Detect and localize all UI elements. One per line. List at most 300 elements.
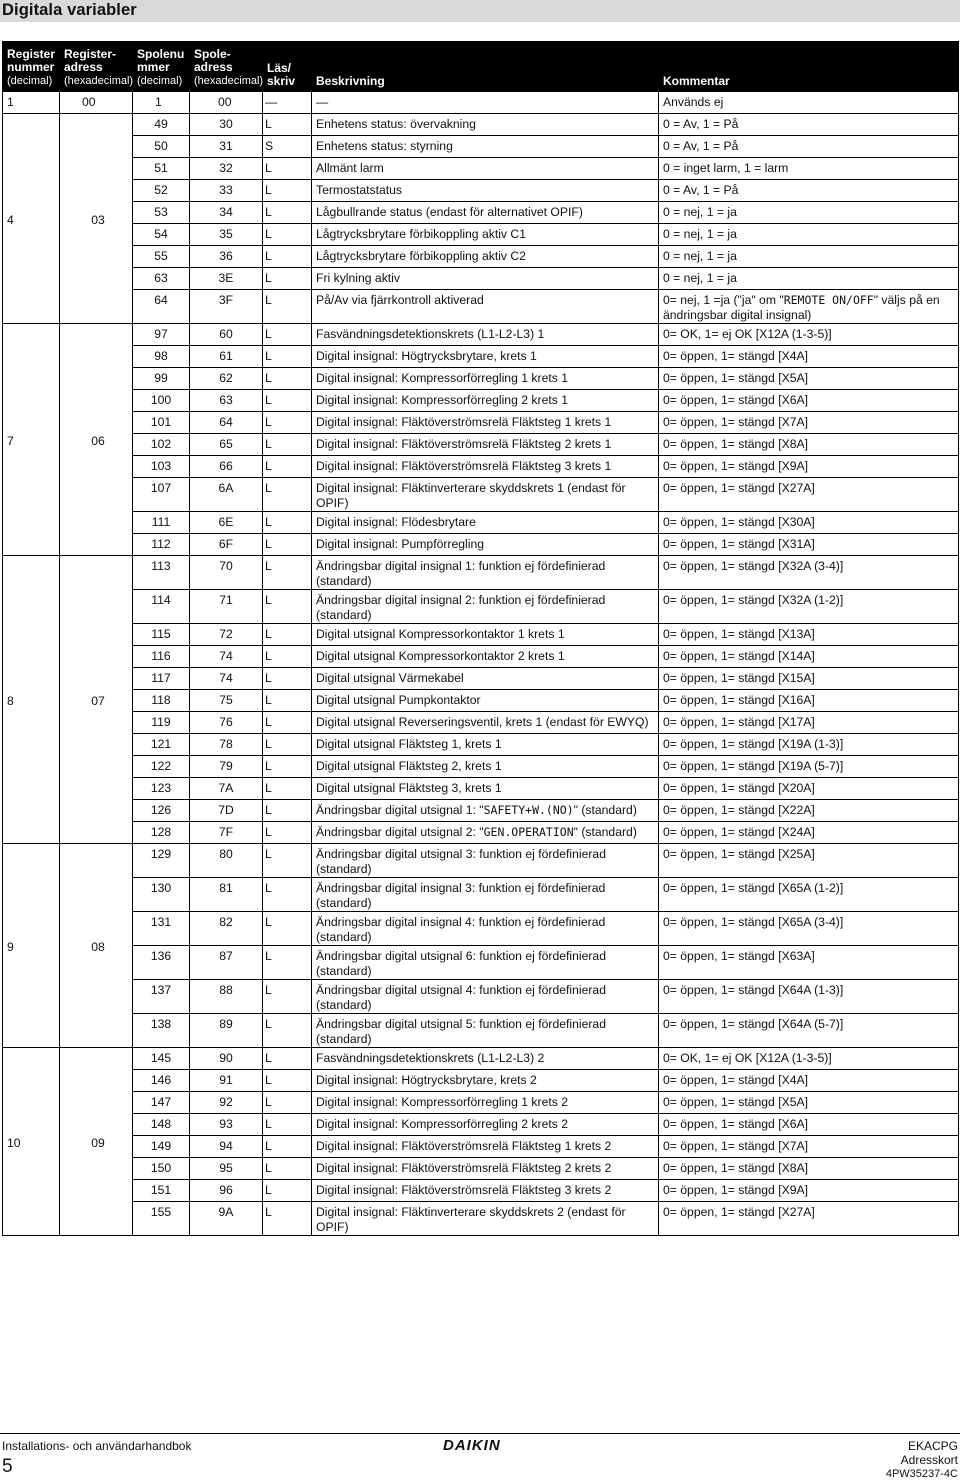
table-row: [3, 1158, 959, 1180]
cell-rw: L: [263, 158, 312, 180]
cell-description: Enhetens status: styrning: [312, 136, 659, 158]
cell-comment: 0= öppen, 1= stängd [X6A]: [659, 1114, 959, 1136]
cell-description: På/Av via fjärrkontroll aktiverad: [312, 290, 659, 324]
cell-coil-address: 6A: [190, 478, 263, 512]
cell-coil: 126: [133, 800, 190, 822]
cell-coil-address: 70: [190, 556, 263, 590]
footer-page-number: 5: [2, 1456, 13, 1477]
cell-description: Digital insignal: Fläktöverströmsrelä Fläktsteg 3 krets 2: [312, 1180, 659, 1202]
cell-rw: L: [263, 290, 312, 324]
title-bar: [0, 0, 960, 22]
cell-coil-address: 94: [190, 1136, 263, 1158]
cell-register-address: 09: [60, 1048, 133, 1236]
cell-rw: L: [263, 512, 312, 534]
cell-coil: 148: [133, 1114, 190, 1136]
table-row: [3, 624, 959, 646]
cell-comment: 0= öppen, 1= stängd [X8A]: [659, 434, 959, 456]
cell-coil-address: 92: [190, 1092, 263, 1114]
cell-rw: L: [263, 1048, 312, 1070]
cell-register-address: 06: [60, 324, 133, 556]
cell-coil-address: 80: [190, 844, 263, 878]
cell-rw: L: [263, 1202, 312, 1236]
header-description: Beskrivning: [312, 42, 659, 92]
cell-coil: 98: [133, 346, 190, 368]
cell-coil-address: 87: [190, 946, 263, 980]
cell-comment: 0= öppen, 1= stängd [X32A (3-4)]: [659, 556, 959, 590]
cell-coil-address: 7D: [190, 800, 263, 822]
table-row: [3, 1014, 959, 1048]
cell-coil-address: 34: [190, 202, 263, 224]
cell-rw: L: [263, 822, 312, 844]
table-row: [3, 1048, 959, 1070]
cell-coil-address: 63: [190, 390, 263, 412]
cell-coil: 100: [133, 390, 190, 412]
cell-coil: 123: [133, 778, 190, 800]
cell-comment: 0= öppen, 1= stängd [X31A]: [659, 534, 959, 556]
cell-description: Fasvändningsdetektionskrets (L1-L2-L3) 1: [312, 324, 659, 346]
cell-description: —: [312, 92, 659, 114]
cell-description: Digital utsignal Fläktsteg 2, krets 1: [312, 756, 659, 778]
cell-rw: L: [263, 734, 312, 756]
table-row: [3, 712, 959, 734]
cell-coil: 129: [133, 844, 190, 878]
description-text: " (standard): [573, 803, 637, 817]
description-text: " (standard): [573, 825, 637, 839]
cell-rw: L: [263, 246, 312, 268]
cell-coil: 54: [133, 224, 190, 246]
table-row: [3, 246, 959, 268]
table-row: [3, 412, 959, 434]
cell-coil-address: 91: [190, 1070, 263, 1092]
cell-coil-address: 6F: [190, 534, 263, 556]
footer-doc-number: 4PW35237-4C: [885, 1468, 958, 1480]
cell-description: Digital utsignal Kompressorkontaktor 1 krets 1: [312, 624, 659, 646]
cell-coil-address: 64: [190, 412, 263, 434]
cell-comment: 0 = inget larm, 1 = larm: [659, 158, 959, 180]
table-row: [3, 268, 959, 290]
cell-description: Ändringsbar digital insignal 4: funktion ej fördefinierad (standard): [312, 912, 659, 946]
cell-coil-address: 60: [190, 324, 263, 346]
cell-coil: 136: [133, 946, 190, 980]
cell-description: Digital utsignal Reverseringsventil, krets 1 (endast för EWYQ): [312, 712, 659, 734]
cell-register-address: 07: [60, 556, 133, 844]
cell-description: Fri kylning aktiv: [312, 268, 659, 290]
cell-description: Termostatstatus: [312, 180, 659, 202]
table-row: [3, 92, 959, 114]
cell-comment: 0= öppen, 1= stängd [X8A]: [659, 1158, 959, 1180]
cell-coil-address: 93: [190, 1114, 263, 1136]
cell-coil: 151: [133, 1180, 190, 1202]
cell-coil: 128: [133, 822, 190, 844]
table-row: [3, 1136, 959, 1158]
cell-description: Digital insignal: Kompressorförregling 2 krets 1: [312, 390, 659, 412]
cell-rw: L: [263, 646, 312, 668]
cell-comment: 0= öppen, 1= stängd [X32A (1-2)]: [659, 590, 959, 624]
cell-rw: L: [263, 980, 312, 1014]
cell-coil-address: 35: [190, 224, 263, 246]
cell-rw: L: [263, 800, 312, 822]
cell-description: Digital insignal: Högtrycksbrytare, krets 1: [312, 346, 659, 368]
cell-description: Digital utsignal Kompressorkontaktor 2 krets 1: [312, 646, 659, 668]
description-mono-text: SAFETY+W.(NO): [483, 803, 574, 817]
cell-rw: L: [263, 1180, 312, 1202]
cell-coil: 63: [133, 268, 190, 290]
cell-coil: 115: [133, 624, 190, 646]
table-row: [3, 1202, 959, 1236]
cell-coil-address: 95: [190, 1158, 263, 1180]
cell-description: Ändringsbar digital utsignal 4: funktion ej fördefinierad (standard): [312, 980, 659, 1014]
cell-coil-address: 74: [190, 646, 263, 668]
cell-coil-address: 7A: [190, 778, 263, 800]
cell-coil: 150: [133, 1158, 190, 1180]
cell-coil-address: 00: [190, 92, 263, 114]
table-row: [3, 800, 959, 822]
cell-rw: L: [263, 1070, 312, 1092]
table-row: [3, 434, 959, 456]
comment-text: 0= nej, 1 =ja ("ja" om ": [663, 293, 784, 307]
cell-coil: 99: [133, 368, 190, 390]
cell-description: Digital insignal: Fläktöverströmsrelä Fläktsteg 2 krets 2: [312, 1158, 659, 1180]
cell-description: Digital insignal: Kompressorförregling 1 krets 1: [312, 368, 659, 390]
cell-description: Allmänt larm: [312, 158, 659, 180]
cell-comment: 0= öppen, 1= stängd [X7A]: [659, 412, 959, 434]
cell-description: Digital insignal: Kompressorförregling 2 krets 2: [312, 1114, 659, 1136]
cell-comment: 0= öppen, 1= stängd [X27A]: [659, 478, 959, 512]
cell-register: 8: [3, 556, 60, 844]
cell-rw: L: [263, 1014, 312, 1048]
footer-right-block: [886, 1439, 958, 1481]
cell-coil: 97: [133, 324, 190, 346]
digital-variables-table: [2, 41, 959, 1236]
cell-coil: 51: [133, 158, 190, 180]
cell-rw: L: [263, 346, 312, 368]
cell-coil-address: 76: [190, 712, 263, 734]
cell-comment: 0= öppen, 1= stängd [X6A]: [659, 390, 959, 412]
cell-description: Digital utsignal Fläktsteg 3, krets 1: [312, 778, 659, 800]
cell-comment: 0 = nej, 1 = ja: [659, 246, 959, 268]
cell-comment: 0= öppen, 1= stängd [X7A]: [659, 1136, 959, 1158]
cell-coil: 116: [133, 646, 190, 668]
table-row: [3, 1092, 959, 1114]
cell-comment: 0= OK, 1= ej OK [X12A (1-3-5)]: [659, 324, 959, 346]
table-row: [3, 946, 959, 980]
cell-description: Digital insignal: Fläktinverterare skyddskrets 1 (endast för OPIF): [312, 478, 659, 512]
cell-coil-address: 65: [190, 434, 263, 456]
table-row: [3, 734, 959, 756]
cell-description: Digital utsignal Pumpkontaktor: [312, 690, 659, 712]
cell-coil: 146: [133, 1070, 190, 1092]
cell-description: Digital insignal: Fläktinverterare skyddskrets 2 (endast för OPIF): [312, 1202, 659, 1236]
cell-description: Ändringsbar digital insignal 3: funktion ej fördefinierad (standard): [312, 878, 659, 912]
cell-coil: 102: [133, 434, 190, 456]
table-row: [3, 646, 959, 668]
cell-rw: L: [263, 412, 312, 434]
cell-coil-address: 96: [190, 1180, 263, 1202]
cell-coil: 103: [133, 456, 190, 478]
cell-coil-address: 36: [190, 246, 263, 268]
table-row: [3, 980, 959, 1014]
cell-comment: 0 = Av, 1 = På: [659, 136, 959, 158]
description-text: Ändringsbar digital utsignal 1: ": [316, 803, 484, 817]
cell-coil-address: 3E: [190, 268, 263, 290]
table-row: [3, 224, 959, 246]
cell-register: 10: [3, 1048, 60, 1236]
cell-coil: 122: [133, 756, 190, 778]
cell-rw: L: [263, 456, 312, 478]
cell-description: Digital insignal: Kompressorförregling 1 krets 2: [312, 1092, 659, 1114]
footer-rule: [0, 1433, 960, 1434]
table-row: [3, 1070, 959, 1092]
cell-rw: L: [263, 690, 312, 712]
cell-comment: 0= öppen, 1= stängd [X27A]: [659, 1202, 959, 1236]
cell-comment: 0= öppen, 1= stängd [X24A]: [659, 822, 959, 844]
cell-description: [312, 800, 659, 822]
cell-comment: 0= öppen, 1= stängd [X64A (1-3)]: [659, 980, 959, 1014]
cell-comment: 0= öppen, 1= stängd [X5A]: [659, 1092, 959, 1114]
cell-comment: 0= öppen, 1= stängd [X64A (5-7)]: [659, 1014, 959, 1048]
cell-description: Digital utsignal Värmekabel: [312, 668, 659, 690]
cell-description: Ändringsbar digital insignal 1: funktion ej fördefinierad (standard): [312, 556, 659, 590]
table-row: [3, 290, 959, 324]
table-header-row: [3, 42, 959, 92]
table-row: [3, 534, 959, 556]
table-row: [3, 346, 959, 368]
cell-comment: 0= öppen, 1= stängd [X17A]: [659, 712, 959, 734]
cell-rw: L: [263, 844, 312, 878]
cell-coil: 131: [133, 912, 190, 946]
cell-rw: L: [263, 946, 312, 980]
table-row: [3, 556, 959, 590]
cell-rw: L: [263, 556, 312, 590]
cell-coil-address: 71: [190, 590, 263, 624]
footer-manual-title: Installations- och användarhandbok: [2, 1439, 192, 1453]
table-row: [3, 878, 959, 912]
cell-coil-address: 90: [190, 1048, 263, 1070]
cell-rw: —: [263, 92, 312, 114]
cell-coil: 137: [133, 980, 190, 1014]
cell-rw: L: [263, 268, 312, 290]
table-row: [3, 324, 959, 346]
cell-comment: 0= öppen, 1= stängd [X4A]: [659, 346, 959, 368]
cell-coil-address: 82: [190, 912, 263, 946]
cell-register: 1: [3, 92, 60, 114]
cell-coil: 145: [133, 1048, 190, 1070]
cell-comment: 0= öppen, 1= stängd [X16A]: [659, 690, 959, 712]
cell-register-address: 08: [60, 844, 133, 1048]
cell-coil-address: 72: [190, 624, 263, 646]
cell-register-address: 03: [60, 114, 133, 324]
cell-coil: 50: [133, 136, 190, 158]
cell-description: Ändringsbar digital utsignal 3: funktion ej fördefinierad (standard): [312, 844, 659, 878]
cell-register: 9: [3, 844, 60, 1048]
cell-register: 4: [3, 114, 60, 324]
cell-coil: 112: [133, 534, 190, 556]
cell-comment: 0= öppen, 1= stängd [X5A]: [659, 368, 959, 390]
cell-rw: L: [263, 1136, 312, 1158]
daikin-logo: DAIKIN: [443, 1437, 501, 1454]
cell-description: Digital insignal: Fläktöverströmsrelä Fläktsteg 1 krets 2: [312, 1136, 659, 1158]
cell-comment: 0= OK, 1= ej OK [X12A (1-3-5)]: [659, 1048, 959, 1070]
cell-comment: 0 = Av, 1 = På: [659, 114, 959, 136]
cell-rw: L: [263, 912, 312, 946]
cell-description: Lågtrycksbrytare förbikoppling aktiv C1: [312, 224, 659, 246]
cell-description: Ändringsbar digital utsignal 5: funktion ej fördefinierad (standard): [312, 1014, 659, 1048]
cell-coil: 118: [133, 690, 190, 712]
cell-coil: 119: [133, 712, 190, 734]
cell-rw: L: [263, 1092, 312, 1114]
table-row: [3, 390, 959, 412]
cell-description: Digital insignal: Högtrycksbrytare, krets 2: [312, 1070, 659, 1092]
page-title: Digitala variabler: [2, 1, 137, 19]
cell-coil-address: 7F: [190, 822, 263, 844]
cell-description: Digital insignal: Flödesbrytare: [312, 512, 659, 534]
cell-rw: L: [263, 390, 312, 412]
cell-rw: L: [263, 624, 312, 646]
cell-coil-address: 88: [190, 980, 263, 1014]
table-row: [3, 690, 959, 712]
cell-coil-address: 30: [190, 114, 263, 136]
header-coil-number: Spolenu mmer (decimal): [133, 42, 190, 92]
cell-register-address: 00: [60, 92, 133, 114]
cell-description: Lågbullrande status (endast för alternativet OPIF): [312, 202, 659, 224]
cell-coil: 1: [133, 92, 190, 114]
cell-rw: L: [263, 224, 312, 246]
cell-coil: 147: [133, 1092, 190, 1114]
cell-coil-address: 61: [190, 346, 263, 368]
cell-coil-address: 33: [190, 180, 263, 202]
cell-coil-address: 79: [190, 756, 263, 778]
cell-rw: L: [263, 590, 312, 624]
header-coil-address: Spole-adress (hexadecimal): [190, 42, 263, 92]
cell-comment: 0 = nej, 1 = ja: [659, 268, 959, 290]
comment-text: " väljs på en ändringsbar digital insignal): [663, 293, 940, 322]
cell-coil-address: 31: [190, 136, 263, 158]
cell-description: Fasvändningsdetektionskrets (L1-L2-L3) 2: [312, 1048, 659, 1070]
cell-coil: 52: [133, 180, 190, 202]
description-mono-text: GEN.OPERATION: [483, 825, 574, 839]
table-row: [3, 114, 959, 136]
cell-coil-address: 62: [190, 368, 263, 390]
table-row: [3, 512, 959, 534]
cell-comment: 0= öppen, 1= stängd [X65A (3-4)]: [659, 912, 959, 946]
cell-coil: 155: [133, 1202, 190, 1236]
cell-coil-address: 89: [190, 1014, 263, 1048]
cell-comment: Används ej: [659, 92, 959, 114]
table-row: [3, 668, 959, 690]
cell-coil-address: 32: [190, 158, 263, 180]
cell-rw: L: [263, 434, 312, 456]
cell-rw: L: [263, 756, 312, 778]
header-comment: Kommentar: [659, 42, 959, 92]
cell-coil: 130: [133, 878, 190, 912]
cell-rw: L: [263, 478, 312, 512]
cell-coil-address: 3F: [190, 290, 263, 324]
cell-coil-address: 74: [190, 668, 263, 690]
cell-coil: 64: [133, 290, 190, 324]
cell-rw: L: [263, 114, 312, 136]
cell-comment: 0= öppen, 1= stängd [X9A]: [659, 1180, 959, 1202]
cell-comment: 0= öppen, 1= stängd [X20A]: [659, 778, 959, 800]
table-row: [3, 912, 959, 946]
cell-comment: 0= öppen, 1= stängd [X14A]: [659, 646, 959, 668]
table-row: [3, 202, 959, 224]
cell-rw: L: [263, 712, 312, 734]
cell-comment: 0 = nej, 1 = ja: [659, 224, 959, 246]
cell-description: Lågtrycksbrytare förbikoppling aktiv C2: [312, 246, 659, 268]
cell-coil-address: 6E: [190, 512, 263, 534]
footer-model: EKACPG: [907, 1439, 958, 1453]
cell-coil-address: 9A: [190, 1202, 263, 1236]
cell-rw: L: [263, 1114, 312, 1136]
cell-coil: 114: [133, 590, 190, 624]
cell-coil-address: 66: [190, 456, 263, 478]
table-row: [3, 778, 959, 800]
table-row: [3, 478, 959, 512]
cell-comment: 0= öppen, 1= stängd [X22A]: [659, 800, 959, 822]
cell-coil: 138: [133, 1014, 190, 1048]
cell-comment: 0= öppen, 1= stängd [X30A]: [659, 512, 959, 534]
cell-coil: 121: [133, 734, 190, 756]
cell-comment: 0 = nej, 1 = ja: [659, 202, 959, 224]
table-row: [3, 136, 959, 158]
cell-comment: 0= öppen, 1= stängd [X9A]: [659, 456, 959, 478]
cell-rw: L: [263, 534, 312, 556]
table-row: [3, 368, 959, 390]
cell-rw: L: [263, 878, 312, 912]
cell-coil-address: 75: [190, 690, 263, 712]
cell-comment: 0= öppen, 1= stängd [X25A]: [659, 844, 959, 878]
comment-mono-text: REMOTE ON/OFF: [783, 293, 874, 307]
cell-comment: 0= öppen, 1= stängd [X13A]: [659, 624, 959, 646]
cell-description: Digital insignal: Fläktöverströmsrelä Fläktsteg 3 krets 1: [312, 456, 659, 478]
cell-coil-address: 81: [190, 878, 263, 912]
description-text: Ändringsbar digital utsignal 2: ": [316, 825, 484, 839]
cell-comment: 0= öppen, 1= stängd [X15A]: [659, 668, 959, 690]
cell-register: 7: [3, 324, 60, 556]
cell-coil: 111: [133, 512, 190, 534]
header-read-write: Läs/ skriv: [263, 42, 312, 92]
footer-doc-type: Adresskort: [900, 1453, 958, 1467]
table-row: [3, 590, 959, 624]
cell-rw: L: [263, 778, 312, 800]
cell-description: [312, 822, 659, 844]
cell-coil: 55: [133, 246, 190, 268]
cell-description: Digital insignal: Fläktöverströmsrelä Fläktsteg 2 krets 1: [312, 434, 659, 456]
table-row: [3, 822, 959, 844]
cell-coil: 49: [133, 114, 190, 136]
cell-rw: L: [263, 180, 312, 202]
cell-description: Enhetens status: övervakning: [312, 114, 659, 136]
cell-coil: 107: [133, 478, 190, 512]
table-row: [3, 1180, 959, 1202]
table-row: [3, 844, 959, 878]
cell-coil-address: 78: [190, 734, 263, 756]
cell-rw: L: [263, 324, 312, 346]
cell-rw: L: [263, 1158, 312, 1180]
cell-coil: 149: [133, 1136, 190, 1158]
cell-comment: 0= öppen, 1= stängd [X65A (1-2)]: [659, 878, 959, 912]
cell-description: Digital insignal: Pumpförregling: [312, 534, 659, 556]
cell-rw: L: [263, 368, 312, 390]
table-row: [3, 158, 959, 180]
cell-comment: [659, 290, 959, 324]
table-row: [3, 1114, 959, 1136]
cell-comment: 0= öppen, 1= stängd [X19A (1-3)]: [659, 734, 959, 756]
cell-comment: 0= öppen, 1= stängd [X4A]: [659, 1070, 959, 1092]
cell-description: Ändringsbar digital insignal 2: funktion ej fördefinierad (standard): [312, 590, 659, 624]
cell-description: Digital utsignal Fläktsteg 1, krets 1: [312, 734, 659, 756]
table-row: [3, 456, 959, 478]
